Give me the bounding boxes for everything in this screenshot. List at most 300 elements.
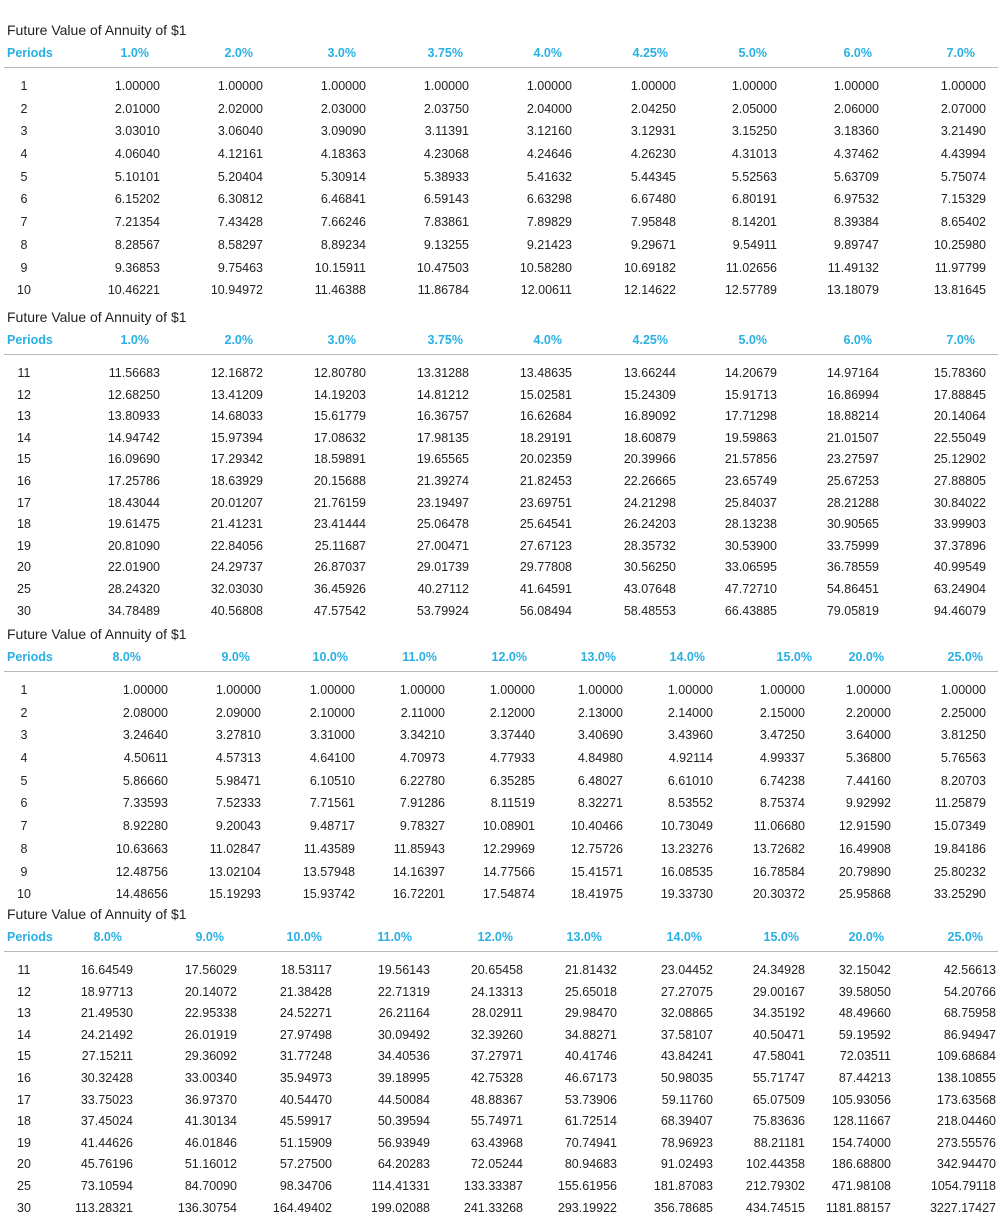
value-cell: 19.65565 [416,452,469,467]
value-cell: 27.00471 [416,538,469,553]
value-cell: 33.00340 [184,1070,237,1085]
value-cell: 19.61475 [107,517,160,532]
table-row [0,1024,1008,1046]
value-cell: 1.00000 [577,683,623,697]
value-cell: 8.39384 [833,215,879,230]
table-row [0,556,1008,578]
value-cell: 16.72201 [392,887,445,902]
value-cell: 3.40690 [577,728,623,743]
value-cell: 73.10594 [80,1178,133,1193]
value-cell: 16.64549 [80,963,133,977]
table-row [0,1197,1008,1219]
table-header-row [0,331,1008,351]
value-cell: 37.37896 [933,538,986,553]
value-cell: 8.14201 [731,215,777,230]
value-cell: 8.65402 [940,215,986,230]
value-cell: 9.54911 [732,237,777,252]
table-row [0,492,1008,514]
table-row [0,770,1008,793]
value-cell: 186.68800 [831,1157,891,1172]
period-cell: 4 [20,147,28,162]
value-cell: 14.16397 [392,864,445,879]
value-cell: 11.02847 [209,841,261,856]
value-cell: 16.49908 [838,841,891,856]
value-cell: 17.54874 [482,887,535,902]
value-cell: 3.12931 [630,124,676,139]
value-cell: 6.97532 [833,192,879,207]
value-cell: 28.13238 [724,517,777,532]
rate-column-header: 10.0% [312,650,348,664]
period-cell: 20 [17,1157,31,1172]
period-cell: 25 [17,581,31,596]
value-cell: 2.01000 [114,101,160,116]
value-cell: 1.00000 [940,683,986,697]
value-cell: 15.91713 [724,387,777,402]
value-cell: 86.94947 [943,1027,996,1042]
value-cell: 212.79302 [745,1178,805,1193]
value-cell: 11.06680 [753,819,805,834]
value-cell: 1.00000 [833,79,879,93]
value-cell: 7.44160 [845,773,891,788]
value-cell: 10.73049 [660,819,713,834]
value-cell: 273.55576 [936,1135,996,1150]
value-cell: 30.32428 [80,1070,133,1085]
value-cell: 15.24309 [623,387,676,402]
value-cell: 33.25290 [933,887,986,902]
value-cell: 53.73906 [564,1092,617,1107]
value-cell: 27.27075 [660,984,713,999]
rate-column-header: 15.0% [763,930,799,944]
value-cell: 28.02911 [471,1006,523,1021]
value-cell: 15.41571 [570,864,623,879]
value-cell: 5.36800 [845,751,891,766]
table-title: Future Value of Annuity of $1 [7,626,187,642]
value-cell: 3.37440 [489,728,535,743]
value-cell: 27.97498 [279,1027,332,1042]
value-cell: 87.44213 [838,1070,891,1085]
value-cell: 5.86660 [122,773,168,788]
value-cell: 25.11687 [314,538,366,553]
value-cell: 2.03000 [320,101,366,116]
value-cell: 44.50084 [377,1092,430,1107]
value-cell: 15.97394 [210,430,263,445]
value-cell: 6.61010 [667,773,713,788]
value-cell: 17.25786 [107,473,160,488]
value-cell: 9.21423 [526,237,572,252]
value-cell: 98.34706 [279,1178,332,1193]
value-cell: 33.06595 [724,560,777,575]
rate-column-header: 10.0% [286,930,322,944]
value-cell: 50.98035 [660,1070,713,1085]
value-cell: 136.30754 [177,1200,237,1215]
value-cell: 32.39260 [470,1027,523,1042]
rate-column-header: 2.0% [224,46,253,60]
value-cell: 18.60879 [623,430,676,445]
period-cell: 9 [20,260,28,275]
value-cell: 24.21492 [80,1027,133,1042]
value-cell: 21.49530 [80,1006,133,1021]
value-cell: 20.65458 [470,963,523,977]
table-title: Future Value of Annuity of $1 [7,906,187,922]
value-cell: 42.56613 [943,963,996,977]
value-cell: 10.46221 [107,283,160,298]
value-cell: 5.38933 [423,169,469,184]
rate-column-header: 11.0% [377,930,412,944]
periods-header: Periods [7,46,53,60]
value-cell: 33.75023 [80,1092,133,1107]
value-cell: 43.84241 [660,1049,713,1064]
value-cell: 241.33268 [463,1200,523,1215]
rate-column-header: 9.0% [221,650,250,664]
value-cell: 12.57789 [724,283,777,298]
rate-column-header: 25.0% [947,650,983,664]
value-cell: 1.00000 [217,79,263,93]
table-row [0,120,1008,143]
value-cell: 75.83636 [752,1114,805,1129]
value-cell: 7.83861 [423,215,469,230]
value-cell: 17.08632 [313,430,366,445]
value-cell: 1.00000 [759,683,805,697]
rate-column-header: 3.75% [427,333,463,347]
table-row [0,75,1008,98]
value-cell: 6.59143 [423,192,469,207]
value-cell: 29.77808 [519,560,572,575]
table-row [0,1153,1008,1175]
value-cell: 21.76159 [313,495,366,510]
value-cell: 7.89829 [526,215,572,230]
value-cell: 4.18363 [320,147,366,162]
value-cell: 4.92114 [668,751,713,766]
period-cell: 6 [20,192,28,207]
periods-header: Periods [7,930,53,944]
value-cell: 65.07509 [752,1092,805,1107]
value-cell: 4.23068 [423,147,469,162]
value-cell: 13.23276 [660,841,713,856]
period-cell: 13 [17,409,31,424]
value-cell: 36.45926 [313,581,366,596]
table-row [0,279,1008,302]
value-cell: 20.79890 [838,864,891,879]
rate-column-header: 4.25% [632,46,668,60]
rate-column-header: 14.0% [666,930,702,944]
value-cell: 434.74515 [745,1200,805,1215]
value-cell: 13.72682 [752,841,805,856]
value-cell: 42.75328 [470,1070,523,1085]
table-row [0,679,1008,702]
value-cell: 8.58297 [217,237,263,252]
value-cell: 20.02359 [519,452,572,467]
value-cell: 28.35732 [623,538,676,553]
value-cell: 12.29969 [482,841,535,856]
rate-column-header: 11.0% [402,650,437,664]
value-cell: 3.03010 [114,124,160,139]
value-cell: 6.48027 [577,773,623,788]
value-cell: 16.62684 [519,409,572,424]
annuity-table-section [0,22,1008,302]
period-cell: 8 [20,237,28,252]
value-cell: 1181.88157 [825,1200,891,1215]
table-row [0,1067,1008,1089]
value-cell: 7.91286 [399,796,445,811]
value-cell: 6.35285 [489,773,535,788]
value-cell: 79.05819 [826,603,879,618]
value-cell: 15.78360 [933,366,986,380]
value-cell: 23.41444 [313,517,366,532]
value-cell: 8.32271 [577,796,623,811]
periods-header: Periods [7,333,53,347]
rate-column-header: 15.0% [776,650,812,664]
rate-column-header: 4.0% [533,46,562,60]
value-cell: 113.28321 [74,1200,133,1215]
value-cell: 15.02581 [519,387,572,402]
value-cell: 23.04452 [660,963,713,977]
value-cell: 7.15329 [940,192,986,207]
value-cell: 47.58041 [752,1049,805,1064]
value-cell: 91.02493 [660,1157,713,1172]
value-cell: 5.98471 [215,773,261,788]
value-cell: 13.81645 [933,283,986,298]
value-cell: 5.20404 [217,169,263,184]
rate-column-header: 8.0% [112,650,141,664]
rate-column-header: 12.0% [477,930,513,944]
value-cell: 61.72514 [564,1114,617,1129]
value-cell: 5.30914 [320,169,366,184]
value-cell: 9.29671 [630,237,676,252]
rate-column-header: 5.0% [738,333,767,347]
value-cell: 14.81212 [416,387,469,402]
value-cell: 51.15909 [279,1135,332,1150]
period-cell: 20 [17,560,31,575]
table-row [0,981,1008,1003]
value-cell: 10.63663 [115,841,168,856]
period-cell: 1 [20,79,28,93]
value-cell: 37.27971 [470,1049,523,1064]
value-cell: 20.01207 [210,495,263,510]
period-cell: 12 [17,984,31,999]
value-cell: 51.16012 [184,1157,237,1172]
value-cell: 10.58280 [519,260,572,275]
value-cell: 13.18079 [826,283,879,298]
value-cell: 9.78327 [399,819,445,834]
table-row [0,470,1008,492]
value-cell: 3.24640 [122,728,168,743]
value-cell: 25.64541 [519,517,572,532]
table-row [0,513,1008,535]
value-cell: 3.27810 [215,728,261,743]
period-cell: 16 [17,1070,31,1085]
value-cell: 88.21181 [753,1135,805,1150]
value-cell: 173.63568 [936,1092,996,1107]
period-cell: 7 [20,215,28,230]
table-body [0,75,1008,302]
value-cell: 3227.17427 [929,1200,996,1215]
period-cell: 19 [17,538,31,553]
value-cell: 25.06478 [416,517,469,532]
table-row [0,1110,1008,1132]
period-cell: 18 [17,1114,31,1129]
rate-column-header: 6.0% [843,333,872,347]
value-cell: 109.68684 [936,1049,996,1064]
period-cell: 4 [20,751,28,766]
value-cell: 40.41746 [564,1049,617,1064]
value-cell: 27.88805 [933,473,986,488]
rate-column-header: 13.0% [580,650,616,664]
value-cell: 8.92280 [122,819,168,834]
value-cell: 15.61779 [313,409,366,424]
value-cell: 25.65018 [564,984,617,999]
value-cell: 72.03511 [839,1049,891,1064]
value-cell: 3.11391 [424,124,469,139]
value-cell: 1.00000 [630,79,676,93]
value-cell: 10.40466 [570,819,623,834]
value-cell: 46.67173 [564,1070,617,1085]
value-cell: 30.90565 [826,517,879,532]
table-row [0,384,1008,406]
table-row [0,861,1008,884]
value-cell: 14.19203 [313,387,366,402]
value-cell: 138.10855 [936,1070,996,1085]
value-cell: 2.05000 [731,101,777,116]
value-cell: 72.05244 [470,1157,523,1172]
value-cell: 37.45024 [80,1114,133,1129]
value-cell: 181.87083 [653,1178,713,1193]
value-cell: 21.41231 [210,517,263,532]
value-cell: 59.19592 [838,1027,891,1042]
value-cell: 1.00000 [845,683,891,697]
value-cell: 13.02104 [208,864,261,879]
table-row [0,702,1008,725]
value-cell: 5.63709 [833,169,879,184]
value-cell: 15.19293 [208,887,261,902]
table-header-row [0,648,1008,668]
value-cell: 39.58050 [838,984,891,999]
value-cell: 11.49132 [827,260,879,275]
value-cell: 55.74971 [470,1114,523,1129]
value-cell: 12.48756 [115,864,168,879]
header-divider [4,67,998,68]
value-cell: 68.75958 [943,1006,996,1021]
period-cell: 17 [17,495,31,510]
value-cell: 6.22780 [399,773,445,788]
value-cell: 18.88214 [826,409,879,424]
value-cell: 32.15042 [838,963,891,977]
value-cell: 6.63298 [526,192,572,207]
value-cell: 1.00000 [122,683,168,697]
value-cell: 1.00000 [526,79,572,93]
value-cell: 32.03030 [210,581,263,596]
value-cell: 27.67123 [519,538,572,553]
value-cell: 3.18360 [833,124,879,139]
value-cell: 7.43428 [217,215,263,230]
table-row [0,427,1008,449]
value-cell: 56.08494 [519,603,572,618]
value-cell: 2.03750 [423,101,469,116]
value-cell: 4.64100 [309,751,355,766]
rate-column-header: 1.0% [120,46,149,60]
value-cell: 11.97799 [934,260,986,275]
value-cell: 218.04460 [936,1114,996,1129]
value-cell: 30.53900 [724,538,777,553]
value-cell: 10.15911 [314,260,366,275]
value-cell: 11.86784 [417,283,469,298]
rate-column-header: 20.0% [848,930,884,944]
value-cell: 20.15688 [313,473,366,488]
value-cell: 21.57856 [724,452,777,467]
value-cell: 2.14000 [667,705,713,720]
value-cell: 14.20679 [724,366,777,380]
period-cell: 10 [17,283,31,298]
value-cell: 3.43960 [667,728,713,743]
value-cell: 9.48717 [309,819,355,834]
table-header-row [0,44,1008,64]
value-cell: 18.97713 [80,984,133,999]
value-cell: 1054.79118 [930,1178,996,1193]
value-cell: 18.53117 [280,963,332,977]
value-cell: 21.39274 [416,473,469,488]
value-cell: 45.59917 [279,1114,332,1129]
value-cell: 5.10101 [114,169,160,184]
value-cell: 15.93742 [302,887,355,902]
value-cell: 56.93949 [377,1135,430,1150]
value-cell: 23.65749 [724,473,777,488]
period-cell: 18 [17,517,31,532]
value-cell: 48.88367 [470,1092,523,1107]
value-cell: 13.48635 [519,366,572,380]
value-cell: 199.02088 [370,1200,430,1215]
period-cell: 16 [17,473,31,488]
value-cell: 3.31000 [309,728,355,743]
value-cell: 23.27597 [826,452,879,467]
period-cell: 14 [17,1027,31,1042]
value-cell: 17.56029 [184,963,237,977]
value-cell: 9.20043 [215,819,261,834]
value-cell: 11.56683 [108,366,160,380]
value-cell: 41.64591 [519,581,572,596]
value-cell: 41.30134 [184,1114,237,1129]
header-divider [4,671,998,672]
rate-column-header: 14.0% [669,650,705,664]
value-cell: 12.91590 [838,819,891,834]
value-cell: 1.00000 [423,79,469,93]
value-cell: 356.78685 [653,1200,713,1215]
period-cell: 10 [17,887,31,902]
value-cell: 80.94683 [564,1157,617,1172]
value-cell: 17.29342 [210,452,263,467]
value-cell: 21.82453 [519,473,572,488]
value-cell: 40.54470 [279,1092,332,1107]
value-cell: 9.92992 [845,796,891,811]
value-cell: 43.07648 [623,581,676,596]
value-cell: 26.24203 [623,517,676,532]
value-cell: 57.27500 [279,1157,332,1172]
period-cell: 11 [17,366,31,380]
value-cell: 40.27112 [417,581,469,596]
value-cell: 84.70090 [184,1178,237,1193]
value-cell: 33.99903 [933,517,986,532]
value-cell: 2.08000 [122,705,168,720]
value-cell: 26.87037 [313,560,366,575]
value-cell: 66.43885 [724,603,777,618]
value-cell: 8.53552 [667,796,713,811]
rate-column-header: 3.0% [327,46,356,60]
value-cell: 20.81090 [107,538,160,553]
value-cell: 4.43994 [940,147,986,162]
value-cell: 24.34928 [752,963,805,977]
value-cell: 2.04250 [630,101,676,116]
rate-column-header: 7.0% [946,333,975,347]
value-cell: 23.19497 [416,495,469,510]
value-cell: 2.12000 [489,705,535,720]
